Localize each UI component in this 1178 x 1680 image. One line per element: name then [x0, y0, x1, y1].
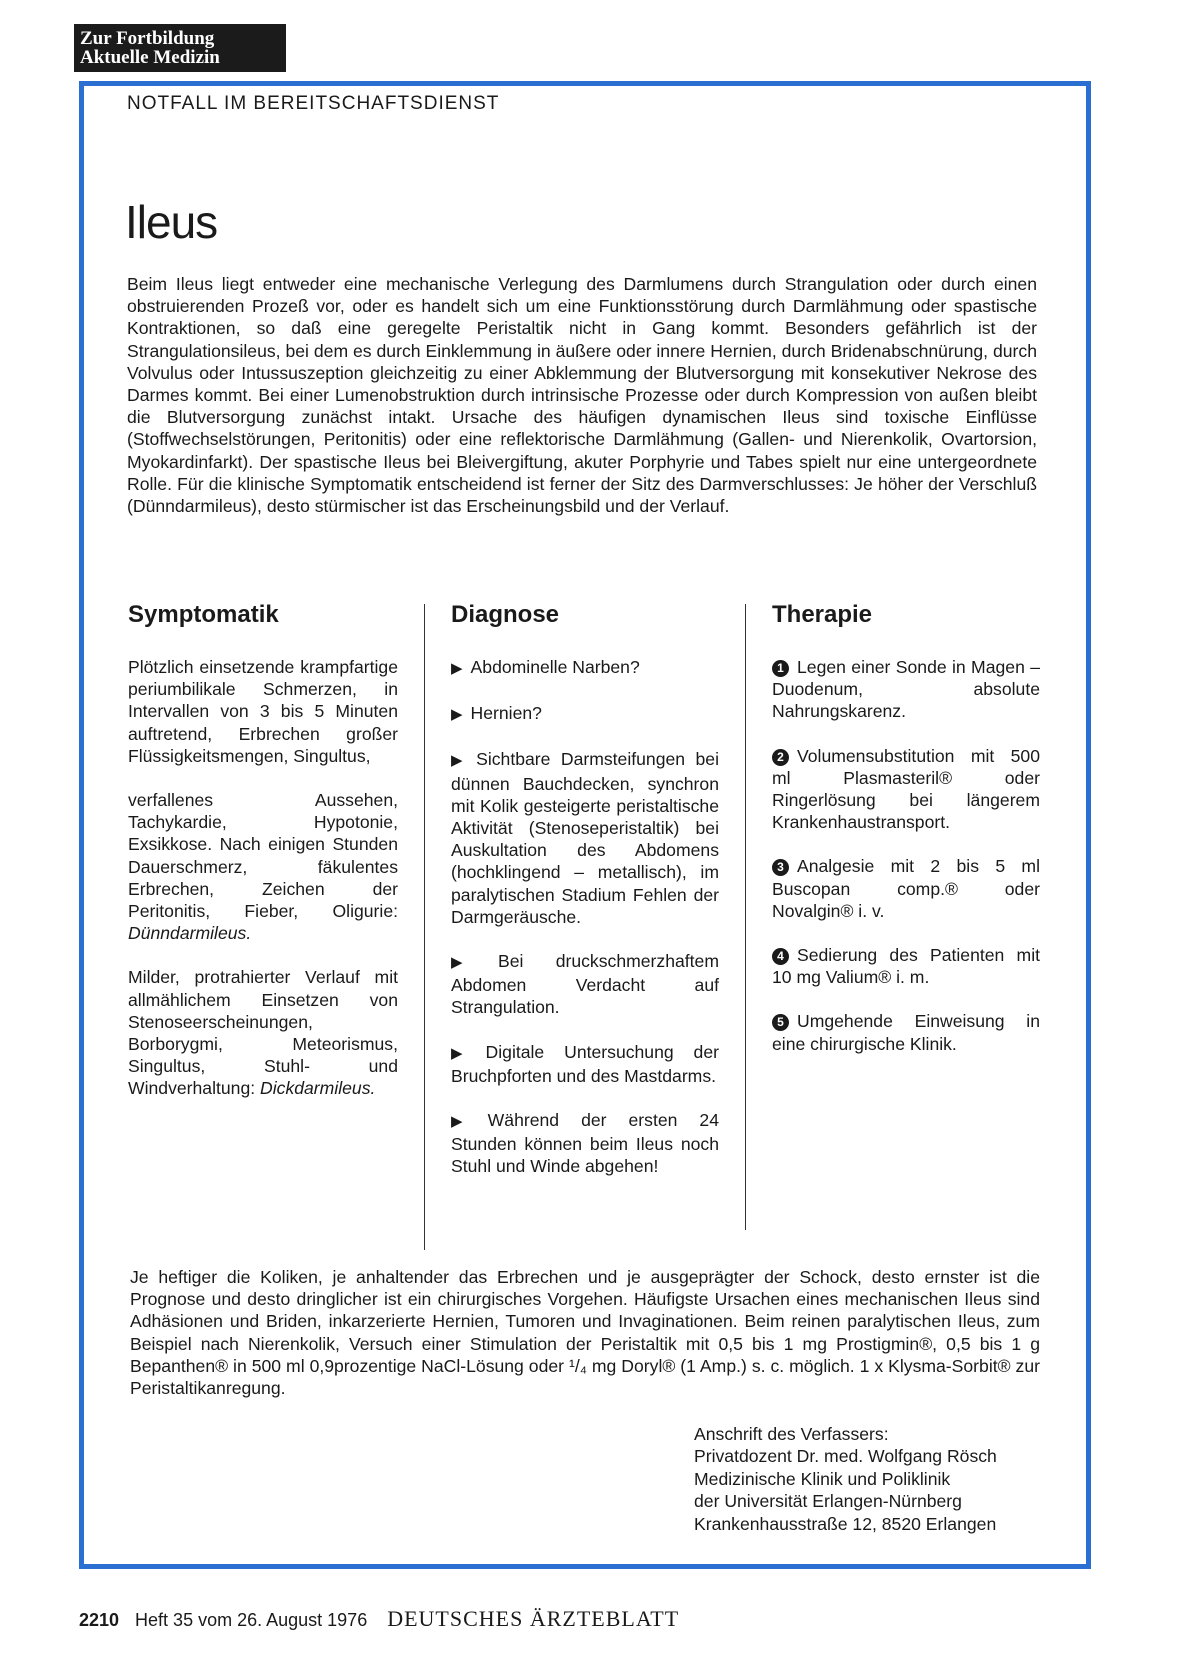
column-divider-1 [424, 604, 425, 1250]
journal-name: DEUTSCHES ÄRZTEBLATT [387, 1606, 680, 1631]
symptomatik-paragraph-3 [128, 966, 398, 1099]
diagnose-item-text: Sichtbare Darmsteifungen bei dünnen Bauchdecken, synchron mit Kolik gesteigerte peristaltische Aktivität (Stenoseperistaltik) bei Auskultation des Abdomens (hochklingend – metallisch), im paralytischen Stadium Fehlen der Darmgeräusche. [451, 749, 719, 927]
diagnose-item [451, 702, 719, 726]
page-footer [79, 1606, 679, 1632]
triangle-bullet-icon: ▶ [451, 706, 463, 724]
numbered-circle-icon: 5 [772, 1014, 789, 1031]
diagnose-item [451, 950, 719, 1019]
symptomatik-paragraph-2-text: verfallenes Aussehen, Tachykardie, Hypotonie, Exsikkose. Nach einigen Stunden Dauerschmerz, fäkulentes Erbrechen, Zeichen der Peritonitis, Fieber, Oligurie: [128, 790, 398, 922]
intro-paragraph: Beim Ileus liegt entweder eine mechanische Verlegung des Darmlumens durch Strangulation oder durch einen obstruierenden Prozeß vor, oder es handelt sich um eine Funktionsstörung durch Darmlähmung oder spastische Kontraktionen, so daß eine geregelte Peristaltik nicht in Gang kommt. Besonders gefährlich ist der Strangulationsileus, bei dem es durch Einklemmung in äußere oder innere Hernien, durch Bridenabschnürung, durch Volvulus oder Intussuszeption gleichzeitig zu einer Abklemmung der Blutversorgung mit konsekutiver Nekrose des Darmes kommt. Bei einer Lumenobstruktion durch intrinsische Prozesse oder durch Kompression von außen bleibt die Blutversorgung zunächst intakt. Ursache des häufigen dynamischen Ileus sind toxische Einflüsse (Stoffwechselstörungen, Peritonitis) oder eine reflektorische Darmlähmung (Gallen- und Nierenkolik, Ovartorsion, Myokardinfarkt). Der spastische Ileus bei Bleivergiftung, akuter Porphyrie und Tabes spielt nur eine untergeordnete Rolle. Für die klinische Symptomatik entscheidend ist ferner der Sitz des Darmverschlusses: Je höher der Verschluß (Dünndarmileus), desto stürmischer ist das Erscheinungsbild und der Verlauf. [127, 274, 1037, 517]
issue-info: Heft 35 vom 26. August 1976 [135, 1610, 368, 1630]
author-address [694, 1423, 997, 1535]
diagnose-item-text: Bei druckschmerzhaftem Abdomen Verdacht auf Strangulation. [451, 951, 719, 1018]
numbered-circle-icon: 4 [772, 948, 789, 965]
address-line: der Universität Erlangen-Nürnberg [694, 1491, 962, 1512]
symptomatik-paragraph-2-emphasis: Dünndarmileus. [128, 923, 252, 944]
therapie-heading: Therapie [772, 601, 873, 628]
section-badge [74, 24, 286, 72]
therapie-column [772, 601, 1040, 1077]
address-line: Anschrift des Verfassers: [694, 1424, 889, 1444]
symptomatik-heading: Symptomatik [128, 601, 279, 628]
therapie-item [772, 656, 1040, 723]
badge-line-1: Zur Fortbildung [80, 28, 215, 49]
badge-line-2: Aktuelle Medizin [80, 47, 220, 68]
symptomatik-paragraph-3-text: Milder, protrahierter Verlauf mit allmählichem Einsetzen von Stenoseerscheinungen, Borborygmi, Meteorismus, Singultus, Stuhl- und Windverhaltung: [128, 967, 398, 1099]
diagnose-item [451, 748, 719, 928]
therapie-item [772, 944, 1040, 988]
therapie-item-text: Umgehende Einweisung in eine chirurgische Klinik. [772, 1011, 1040, 1054]
symptomatik-paragraph-3-emphasis: Dickdarmileus. [260, 1078, 376, 1099]
therapie-item-text: Analgesie mit 2 bis 5 ml Buscopan comp.® oder Novalgin® i. v. [772, 856, 1040, 921]
therapie-item [772, 745, 1040, 834]
symptomatik-paragraph-2 [128, 789, 398, 944]
diagnose-item-text: Hernien? [470, 703, 542, 724]
diagnose-item [451, 1041, 719, 1087]
symptomatik-paragraph-1: Plötzlich einsetzende krampfartige periumbilikale Schmerzen, in Intervallen von 3 bis 5 Minuten auftretend, Erbrechen großer Flüssigkeitsmengen, Singultus, [128, 657, 398, 766]
address-line: Medizinische Klinik und Poliklinik [694, 1468, 951, 1489]
page-number: 2210 [79, 1610, 120, 1630]
triangle-bullet-icon: ▶ [451, 660, 463, 677]
diagnose-item-text: Abdominelle Narben? [470, 657, 640, 677]
triangle-bullet-icon: ▶ [451, 1044, 478, 1062]
column-divider-2 [745, 604, 746, 1230]
therapie-item-text: Legen einer Sonde in Magen – Duodenum, absolute Nahrungskarenz. [772, 657, 1040, 722]
diagnose-item [451, 1109, 719, 1178]
symptomatik-column [128, 601, 398, 1122]
diagnose-item-text: Während der ersten 24 Stunden können beim Ileus noch Stuhl und Winde abgehen! [451, 1110, 719, 1177]
triangle-bullet-icon: ▶ [451, 752, 469, 770]
therapie-item-text: Sedierung des Patienten mit 10 mg Valium® i. m. [772, 945, 1040, 988]
diagnose-column [451, 601, 719, 1200]
diagnose-heading: Diagnose [451, 601, 560, 628]
triangle-bullet-icon: ▶ [451, 954, 490, 972]
article-title: Ileus [125, 196, 218, 248]
address-line: Privatdozent Dr. med. Wolfgang Rösch [694, 1446, 997, 1467]
therapie-item [772, 1010, 1040, 1054]
section-label: NOTFALL IM BEREITSCHAFTSDIENST [127, 93, 500, 114]
diagnose-item-text: Digitale Untersuchung der Bruchpforten und des Mastdarms. [451, 1041, 719, 1086]
numbered-circle-icon: 3 [772, 859, 789, 876]
therapie-item-text: Volumensubstitution mit 500 ml Plasmasteril® oder Ringerlösung bei längerem Krankenhaustransport. [772, 745, 1040, 833]
therapie-item [772, 855, 1040, 922]
closing-paragraph: Je heftiger die Koliken, je anhaltender das Erbrechen und je ausgeprägter der Schock, desto ernster ist die Prognose und desto dringlicher ist ein chirurgisches Vorgehen. Häufigste Ursachen eines mechanischen Ileus sind Adhäsionen und Briden, inkarzerierte Hernien, Tumoren und Invaginationen. Beim reinen paralytischen Ileus, zum Beispiel nach Nierenkolik, Versuch einer Stimulation der Peristaltik mit 0,5 bis 1 mg Prostigmin®, 0,5 bis 1 g Bepanthen® in 500 ml 0,9prozentige NaCl-Lösung oder ¹/₄ mg Doryl® (1 Amp.) s. c. möglich. 1 x Klysma-Sorbit® zur Peristaltikanregung. [130, 1267, 1040, 1399]
diagnose-item [451, 656, 719, 680]
numbered-circle-icon: 2 [772, 749, 789, 766]
triangle-bullet-icon: ▶ [451, 1113, 480, 1131]
numbered-circle-icon: 1 [772, 660, 789, 677]
address-line: Krankenhausstraße 12, 8520 Erlangen [694, 1513, 997, 1534]
